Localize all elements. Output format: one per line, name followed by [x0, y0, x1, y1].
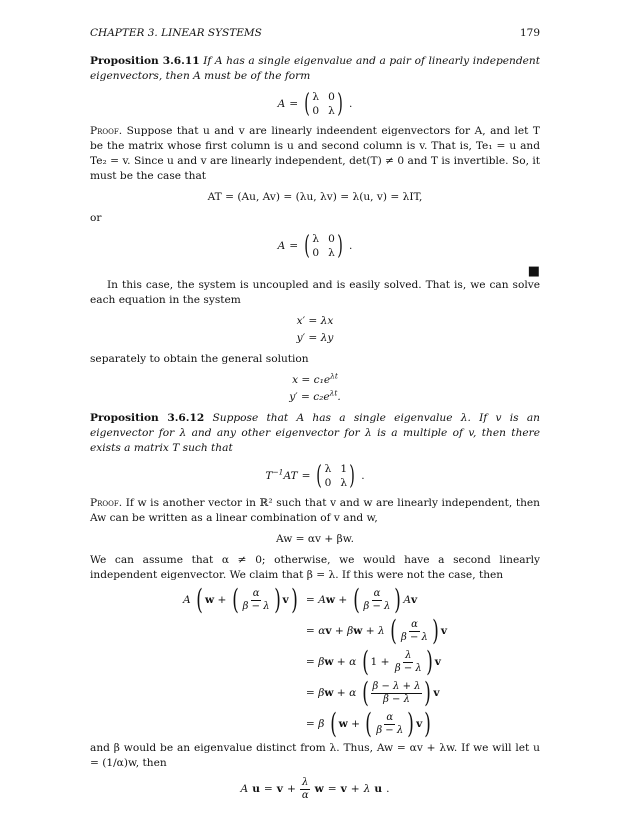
- page: [90, 26, 540, 808]
- qed-square-icon: ■: [527, 264, 540, 279]
- conclusion-text: and β would be an eigenvalue distinct from λ. Thus, Aw = αv + λw. If we will let u = (1/α)w, then: [90, 742, 540, 769]
- equation-at: AT = (Au, Av) = (λu, λv) = λ(u, v) = λIT,: [207, 191, 423, 203]
- or-text: or: [90, 212, 102, 224]
- derivation: A ( w + ( $\frac{\alpha}{\beta - \lambda}$ ) v ) = A w + ( $\frac{\alpha}{\beta - \lambda}$ ) A v = α v + β w + λ ( $\frac{\alpha}{\beta - \lambda}$ ) v = β w + α ( 1 + $\frac{\lambda}{\beta - \lambda}$ ) v = β w + α ( $\frac{\beta - \lambda + \lambda}{\beta - \lambda}$ ) v = β ( w + ( $\frac{\alpha}{\beta - \lambda}$ ) v ): [183, 583, 447, 740]
- proposition-3-6-11: Proposition 3.6.11 If A has a single eigenvalue and a pair of linearly independent eigenvectors, then A must be of the form: [90, 55, 540, 82]
- diagonal-matrix: λ 0 0 λ: [312, 233, 335, 259]
- equation-aw: Aw = αv + βw.: [276, 533, 354, 545]
- paragraph-uncoupled: In this case, the system is uncoupled and is easily solved. That is, we can solve each equation in the system: [90, 279, 540, 306]
- chapter-title: CHAPTER 3. LINEAR SYSTEMS: [90, 27, 262, 39]
- system-equations: x′ = λx y′ = λy: [296, 315, 334, 344]
- claim-text: We can assume that α ≠ 0; otherwise, we would have a second linearly independent eigenvector. We claim that β = λ. If this were not the case, then: [90, 554, 540, 581]
- running-header: [90, 26, 540, 41]
- proof-1: Proof. Suppose that u and v are linearly indeendent eigenvectors for A, and let T be the matrix whose first column is u and second column is v. That is, Te₁ = u and Te₂ = v. Since u and v are linearly independent, det(T) ≠ 0 and T is invertible. So, it must be the case that: [90, 125, 540, 182]
- equation-au: A u = v + $\frac{\lambda}{\alpha}$ w = v + λ u .: [240, 777, 390, 801]
- equation-jordan: $T^{-1}AT$ = ( λ 1 0 λ ) .: [265, 461, 365, 491]
- proposition-3-6-12: Proposition 3.6.12 Suppose that A has a single eigenvalue λ. If v is an eigenvector for λ and any other eigenvector for λ is a multiple of v, then there exists a matrix T such that: [90, 412, 541, 454]
- general-solution: $x = c_1e^{\lambda t}$ $y' = c_2e^{\lambda t}$.: [289, 371, 341, 403]
- jordan-matrix: λ 1 0 λ: [324, 463, 348, 489]
- equation-a-diagonal: A = ( λ 0 0 λ ) .: [277, 89, 353, 119]
- diagonal-matrix: λ 0 0 λ: [312, 91, 335, 117]
- equation-a-diagonal-2: A = ( λ 0 0 λ ) .: [277, 231, 353, 261]
- page-number: 179: [519, 27, 540, 39]
- proof-2: Proof. If w is another vector in ℝ² such that v and w are linearly independent, then Aw can be written as a linear combination of v and w,: [90, 497, 540, 524]
- general-solution-text: separately to obtain the general solution: [90, 353, 309, 365]
